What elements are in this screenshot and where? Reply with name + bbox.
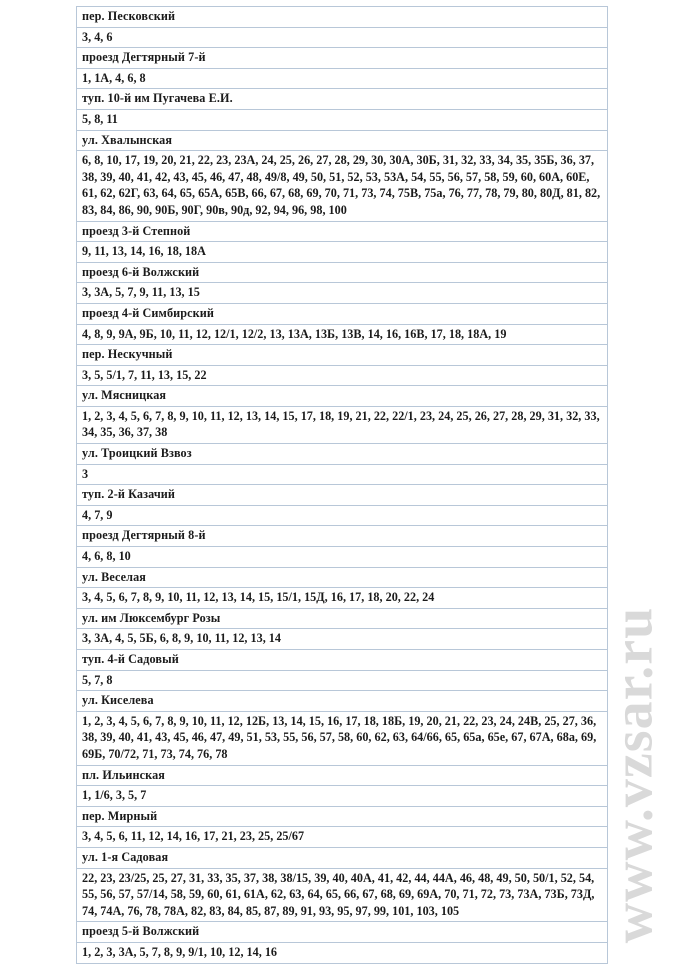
street-row [77,89,608,110]
street-name: ул. Хвалынская [77,130,608,151]
houses-row [77,629,608,650]
house-numbers: 1, 1А, 4, 6, 8 [77,68,608,89]
house-numbers: 4, 6, 8, 10 [77,547,608,568]
street-row [77,48,608,69]
street-row [77,765,608,786]
street-name: проезд 4-й Симбирский [77,303,608,324]
house-numbers: 3, 4, 5, 6, 7, 8, 9, 10, 11, 12, 13, 14, 15, 15/1, 15Д, 16, 17, 18, 20, 22, 24 [77,588,608,609]
houses-row [77,464,608,485]
house-numbers: 4, 8, 9, 9А, 9Б, 10, 11, 12, 12/1, 12/2, 13, 13А, 13Б, 13В, 14, 16, 16В, 17, 18, 18А, 19 [77,324,608,345]
houses-row [77,365,608,386]
house-numbers: 1, 1/6, 3, 5, 7 [77,786,608,807]
street-row [77,7,608,28]
street-name: ул. им Люксембург Розы [77,608,608,629]
street-row [77,303,608,324]
street-name: ул. Троицкий Взвоз [77,444,608,465]
house-numbers: 3, 5, 5/1, 7, 11, 13, 15, 22 [77,365,608,386]
houses-row [77,786,608,807]
street-name: пер. Песковский [77,7,608,28]
house-numbers: 4, 7, 9 [77,505,608,526]
houses-row [77,670,608,691]
houses-row [77,505,608,526]
street-name: туп. 2-й Казачий [77,485,608,506]
street-name: туп. 10-й им Пугачева Е.И. [77,89,608,110]
street-name: ул. Мясницкая [77,386,608,407]
houses-row [77,324,608,345]
street-row [77,262,608,283]
street-name: проезд Дегтярный 7-й [77,48,608,69]
street-name: ул. Веселая [77,567,608,588]
street-row [77,806,608,827]
street-name: туп. 4-й Садовый [77,650,608,671]
street-name: ул. Киселева [77,691,608,712]
street-name: проезд 3-й Степной [77,221,608,242]
houses-row [77,283,608,304]
street-row [77,691,608,712]
street-row [77,345,608,366]
houses-row [77,827,608,848]
houses-row [77,27,608,48]
street-row [77,608,608,629]
houses-row [77,242,608,263]
address-table [76,6,608,964]
houses-row [77,109,608,130]
house-numbers: 1, 2, 3, 3А, 5, 7, 8, 9, 9/1, 10, 12, 14, 16 [77,942,608,963]
street-row [77,847,608,868]
houses-row [77,547,608,568]
house-numbers: 3 [77,464,608,485]
street-row [77,485,608,506]
house-numbers: 3, 4, 5, 6, 11, 12, 14, 16, 17, 21, 23, 25, 25/67 [77,827,608,848]
street-row [77,221,608,242]
street-name: пл. Ильинская [77,765,608,786]
house-numbers: 3, 3А, 5, 7, 9, 11, 13, 15 [77,283,608,304]
houses-row [77,711,608,765]
houses-row [77,68,608,89]
watermark-text: www.vzsar.ru [602,606,665,944]
street-name: пер. Нескучный [77,345,608,366]
street-row [77,567,608,588]
street-row [77,526,608,547]
house-numbers: 1, 2, 3, 4, 5, 6, 7, 8, 9, 10, 11, 12, 13, 14, 15, 17, 18, 19, 21, 22, 22/1, 23, 24, 25, 26, 27, 28, 29, 31, 32, 33, 34, 35, 36, 37, 38 [77,406,608,443]
house-numbers: 22, 23, 23/25, 25, 27, 31, 33, 35, 37, 38, 38/15, 39, 40, 40А, 41, 42, 44, 44А, 46, 48, 49, 50, 50/1, 52, 54, 55, 56, 57, 57/14, 58, 59, 60, 61, 61А, 62, 63, 64, 65, 66, 67, 68, 69, 69А, 70, 71, 72, 73, 73А, 73Б, 73Д, 74, 74А, 76, 78, 78А, 82, 83, 84, 85, 87, 89, 91, 93, 95, 97, 99, 101, 103, 105 [77,868,608,922]
house-numbers: 6, 8, 10, 17, 19, 20, 21, 22, 23, 23А, 24, 25, 26, 27, 28, 29, 30, 30А, 30Б, 31, 32, 33, 34, 35, 35Б, 36, 37, 38, 39, 40, 41, 42, 43, 45, 46, 47, 48, 49/8, 49, 50, 51, 52, 53, 53А, 54, 55, 56, 57, 58, 59, 60, 60А, 60Е, 61, 62, 62Г, 63, 64, 65, 65А, 65В, 66, 67, 68, 69, 70, 71, 73, 74, 75В, 75а, 76, 77, 78, 79, 80, 80Д, 81, 82, 83, 84, 86, 90, 90Б, 90Г, 90в, 90д, 92, 94, 96, 98, 100 [77,151,608,221]
house-numbers: 5, 8, 11 [77,109,608,130]
houses-row [77,588,608,609]
house-numbers: 5, 7, 8 [77,670,608,691]
house-numbers: 9, 11, 13, 14, 16, 18, 18А [77,242,608,263]
street-row [77,130,608,151]
street-name: проезд Дегтярный 8-й [77,526,608,547]
street-row [77,650,608,671]
address-table-body [77,7,608,964]
street-name: проезд 5-й Волжский [77,922,608,943]
street-name: проезд 6-й Волжский [77,262,608,283]
street-row [77,922,608,943]
street-name: ул. 1-я Садовая [77,847,608,868]
street-name: пер. Мирный [77,806,608,827]
house-numbers: 3, 4, 6 [77,27,608,48]
street-row [77,386,608,407]
watermark [588,600,678,950]
houses-row [77,868,608,922]
house-numbers: 3, 3А, 4, 5, 5Б, 6, 8, 9, 10, 11, 12, 13, 14 [77,629,608,650]
houses-row [77,151,608,221]
street-row [77,444,608,465]
houses-row [77,406,608,443]
house-numbers: 1, 2, 3, 4, 5, 6, 7, 8, 9, 10, 11, 12, 12Б, 13, 14, 15, 16, 17, 18, 18Б, 19, 20, 21, 22, 23, 24, 24В, 25, 27, 36, 38, 39, 40, 41, 43, 45, 46, 47, 49, 51, 53, 55, 56, 57, 58, 60, 62, 63, 64/66, 65, 65а, 65е, 67, 67А, 68а, 69, 69Б, 70/72, 71, 73, 74, 76, 78 [77,711,608,765]
